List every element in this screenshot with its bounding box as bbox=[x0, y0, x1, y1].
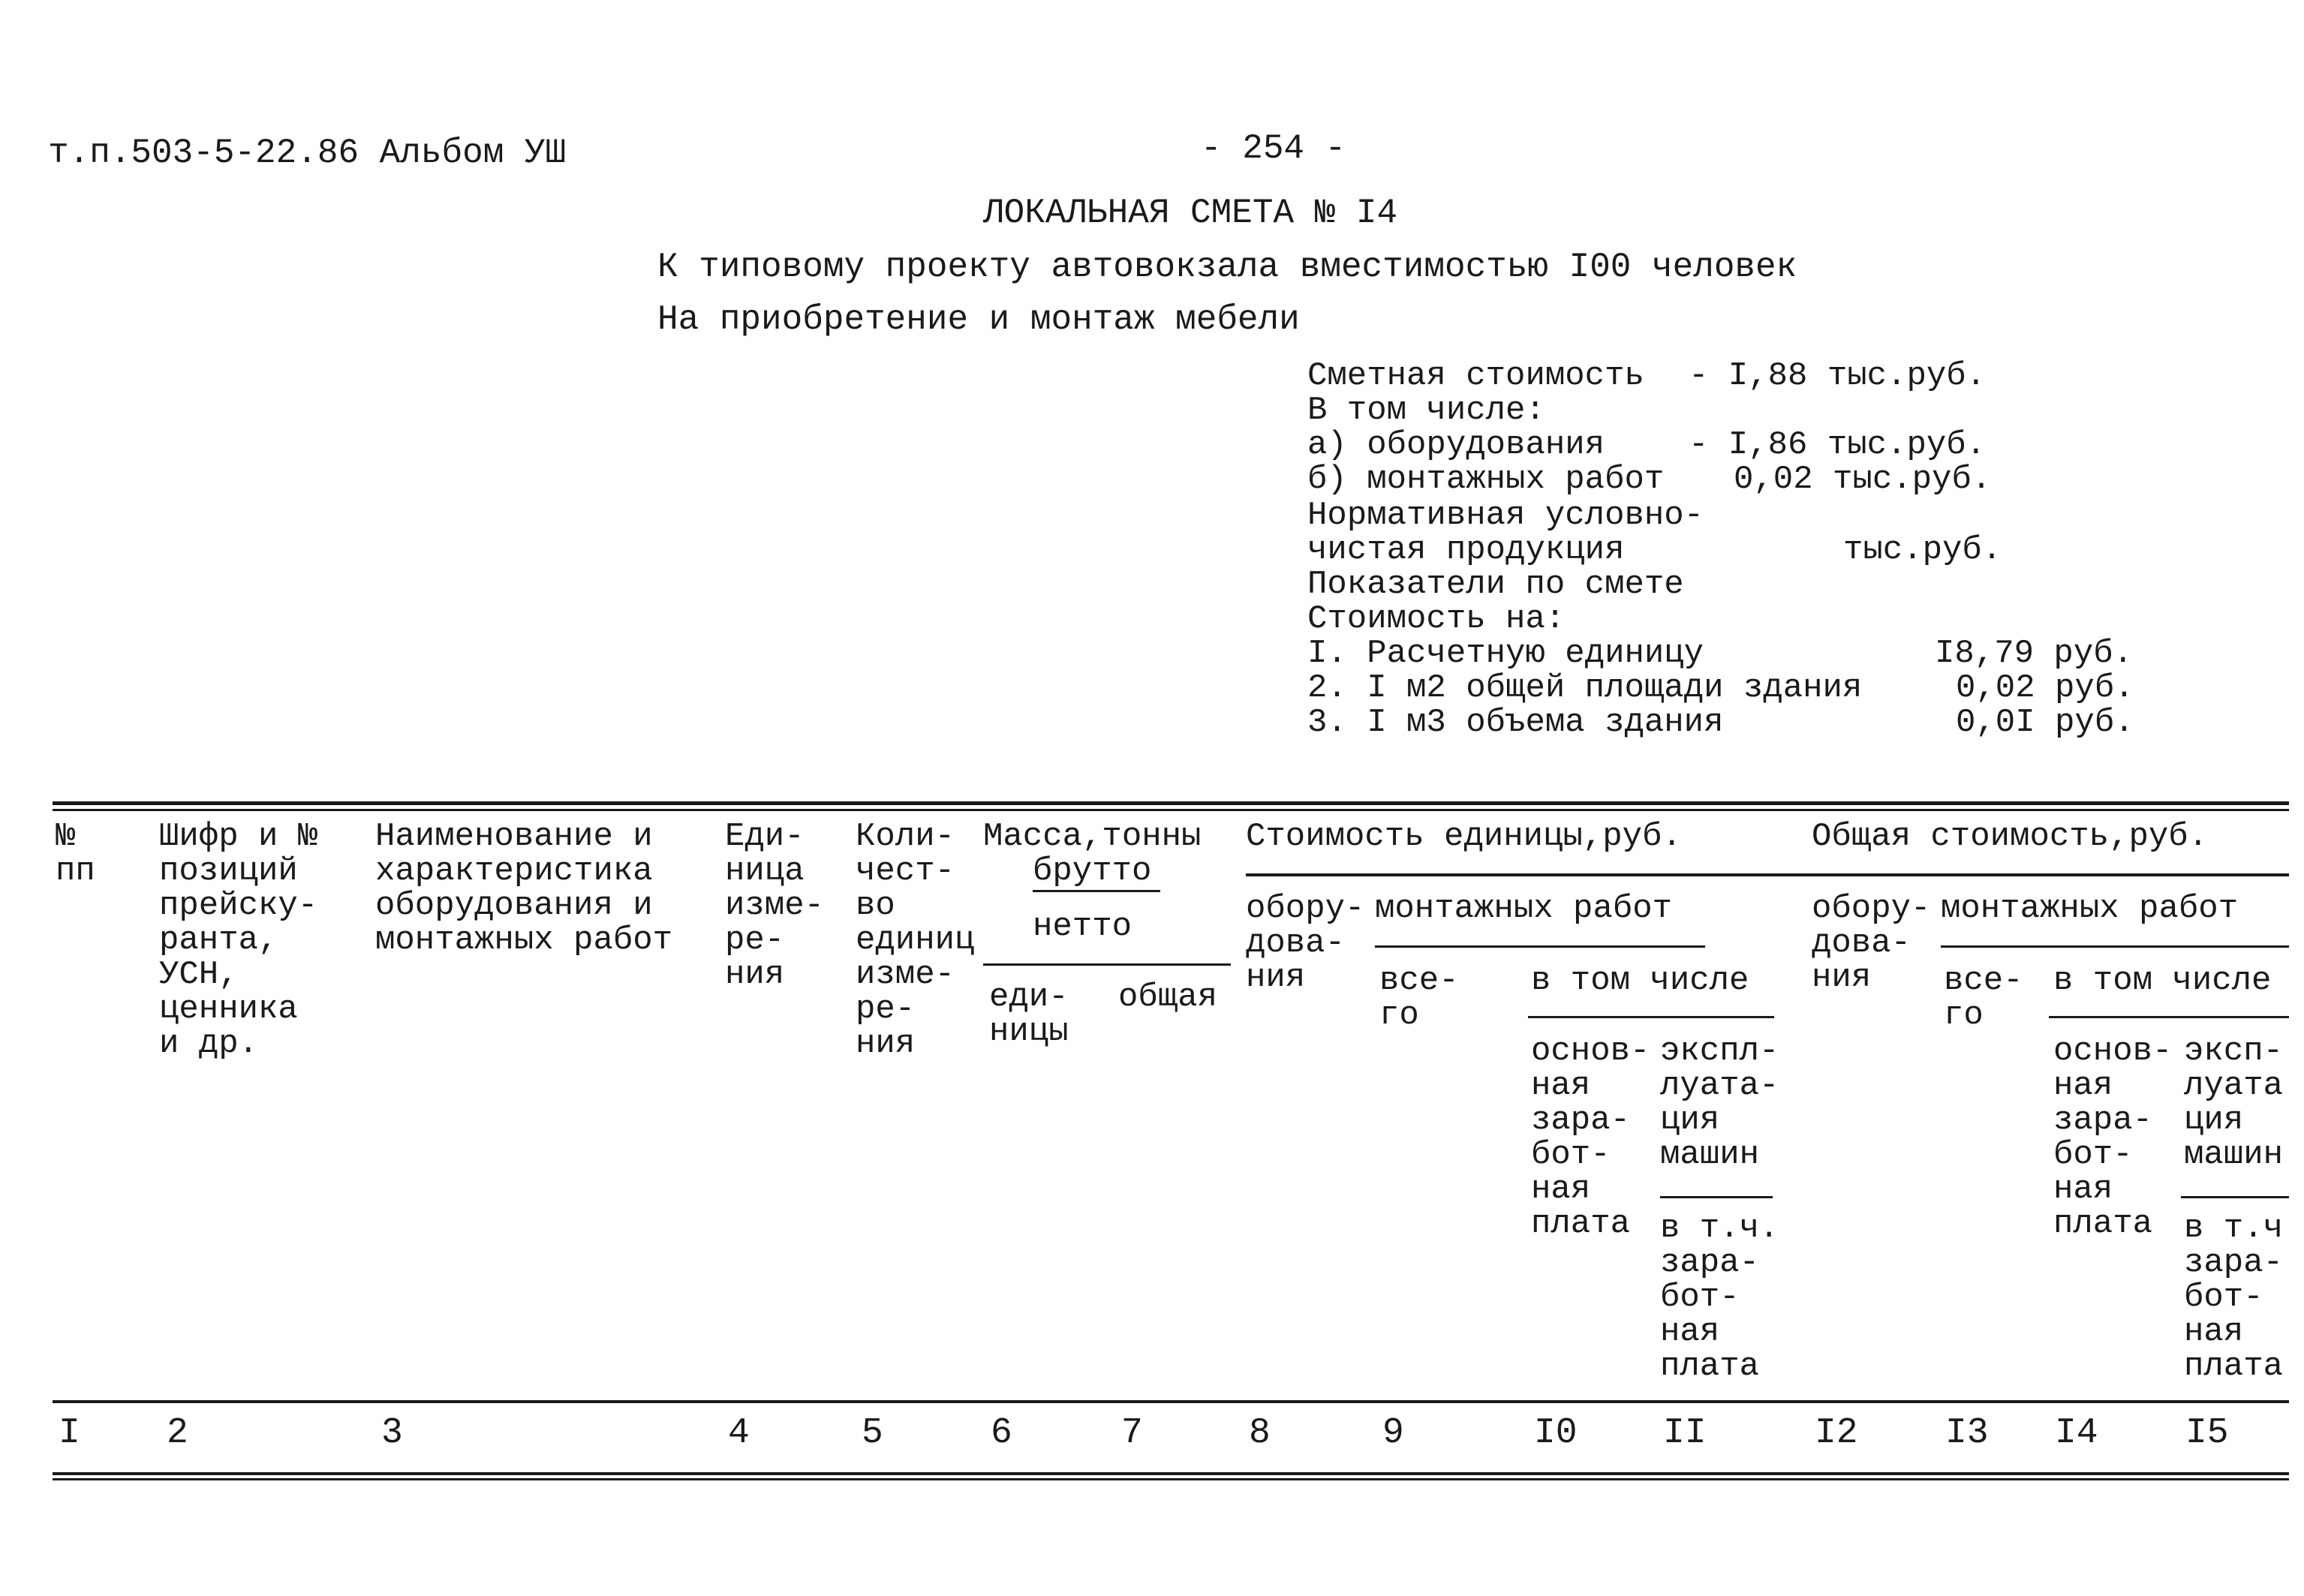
indicator-1-label: I. Расчетную единицу bbox=[1307, 635, 1704, 672]
header-mass-brutto: брутто bbox=[1033, 852, 1152, 890]
total-machines-rule bbox=[2181, 1196, 2289, 1198]
column-number: 4 bbox=[728, 1413, 750, 1453]
column-number: I3 bbox=[1945, 1413, 1989, 1453]
column-number: 7 bbox=[1121, 1413, 1143, 1453]
indicator-3-label: 3. I м3 объема здания bbox=[1307, 704, 1724, 741]
header-col-unit-install-total: все- го bbox=[1379, 962, 1459, 1034]
column-number: I5 bbox=[2185, 1413, 2229, 1453]
header-col-unit-equipment: обору- дова- ния bbox=[1246, 890, 1365, 996]
table-top-rule-2 bbox=[53, 809, 2289, 811]
brutto-underline bbox=[1033, 890, 1160, 892]
indicator-3-value: 0,0I руб. bbox=[1956, 704, 2134, 741]
column-number: 8 bbox=[1249, 1413, 1271, 1453]
indicator-1-value: I8,79 руб. bbox=[1935, 635, 2134, 672]
indicator-2-value: 0,02 руб. bbox=[1956, 669, 2134, 707]
unit-machines-rule bbox=[1660, 1196, 1773, 1198]
header-total-including: в том числе bbox=[2053, 962, 2272, 999]
column-number: I2 bbox=[1815, 1413, 1858, 1453]
table-bottom-rule-2 bbox=[53, 1478, 2289, 1480]
header-mass-netto: нетто bbox=[1033, 908, 1132, 945]
column-number: I bbox=[59, 1413, 80, 1453]
header-mass-group: Масса,тонны bbox=[983, 818, 1202, 855]
header-unit-install-group: монтажных работ bbox=[1375, 890, 1673, 927]
equipment-label: а) оборудования bbox=[1307, 426, 1605, 464]
document-subtitle-project: К типовому проекту автовокзала вместимостью I00 человек bbox=[657, 248, 1797, 287]
indicator-2-label: 2. I м2 общей площади здания bbox=[1307, 669, 1863, 707]
equipment-value: - I,86 тыс.руб. bbox=[1689, 426, 1987, 464]
header-col-unit-machines-wages: в т.ч. зара- бот- ная плата bbox=[1660, 1210, 1779, 1385]
header-col-total-machines-wages: в т.ч зара- бот- ная плата bbox=[2184, 1210, 2284, 1385]
column-number: 3 bbox=[381, 1413, 403, 1453]
header-col-total-wages: основ- ная зара- бот- ная плата bbox=[2053, 1032, 2173, 1243]
header-col-unit-wages: основ- ная зара- бот- ная плата bbox=[1531, 1032, 1650, 1243]
cost-group-rule bbox=[1246, 873, 2289, 876]
estimated-cost-label: Сметная стоимость bbox=[1307, 357, 1644, 395]
header-unit-cost-group: Стоимость единицы,руб. bbox=[1246, 818, 1682, 855]
unit-install-rule bbox=[1375, 945, 1705, 948]
header-col-total-install-total: все- го bbox=[1944, 962, 2023, 1034]
header-col-mass-unit: еди- ницы bbox=[989, 978, 1069, 1050]
estimated-cost-value: - I,88 тыс.руб. bbox=[1689, 357, 1987, 395]
including-label: В том числе: bbox=[1307, 392, 1545, 429]
unit-including-rule bbox=[1528, 1016, 1774, 1018]
header-col-unit-machines: экспл- луата- ция машин bbox=[1660, 1032, 1779, 1174]
header-unit-including: в том числе bbox=[1531, 962, 1749, 999]
normative-label-1: Нормативная условно- bbox=[1307, 497, 1704, 534]
album-reference: т.п.503-5-22.86 Альбом УШ bbox=[48, 134, 567, 173]
page-number: - 254 - bbox=[1201, 129, 1346, 168]
table-bottom-rule bbox=[53, 1472, 2289, 1475]
header-col-quantity: Коли- чест- во единиц изме- ре- ния bbox=[856, 818, 975, 1062]
column-number: II bbox=[1663, 1413, 1707, 1453]
cost-per-label: Стоимость на: bbox=[1307, 600, 1566, 638]
column-number: I4 bbox=[2055, 1413, 2098, 1453]
header-total-cost-group: Общая стоимость,руб. bbox=[1812, 818, 2209, 855]
indicators-label: Показатели по смете bbox=[1307, 566, 1684, 603]
installation-label: б) монтажных работ bbox=[1307, 461, 1665, 498]
table-top-rule bbox=[53, 801, 2289, 805]
header-col-mass-total: общая bbox=[1118, 978, 1218, 1016]
header-col-name: Наименование и характеристика оборудования и монтажных работ bbox=[375, 818, 673, 959]
column-number: 5 bbox=[862, 1413, 883, 1453]
total-install-rule bbox=[1941, 945, 2289, 948]
total-including-rule bbox=[2049, 1016, 2289, 1018]
normative-label-2: чистая продукция bbox=[1307, 531, 1625, 569]
header-col-total-equipment: обору- дова- ния bbox=[1812, 890, 1931, 996]
column-numbers-top-rule bbox=[53, 1400, 2289, 1403]
header-total-install-group: монтажных работ bbox=[1941, 890, 2239, 927]
header-col-code: Шифр и № позиций прейску- ранта, УСН, ценника и др. bbox=[159, 818, 318, 1062]
column-number: 2 bbox=[167, 1413, 188, 1453]
column-number: I0 bbox=[1534, 1413, 1578, 1453]
column-number: 6 bbox=[991, 1413, 1012, 1453]
installation-value: 0,02 тыс.руб. bbox=[1734, 461, 1992, 498]
column-number: 9 bbox=[1382, 1413, 1404, 1453]
header-col-number: № пп bbox=[56, 818, 95, 890]
normative-value: тыс.руб. bbox=[1843, 531, 2002, 569]
header-col-total-machines: эксп- луата ция машин bbox=[2184, 1032, 2284, 1174]
document-title: ЛОКАЛЬНАЯ СМЕТА № I4 bbox=[983, 194, 1398, 233]
document-subtitle-purpose: На приобретение и монтаж мебели bbox=[657, 300, 1300, 339]
header-col-unit: Еди- ница изме- ре- ния bbox=[725, 818, 825, 993]
mass-divider bbox=[983, 963, 1231, 966]
